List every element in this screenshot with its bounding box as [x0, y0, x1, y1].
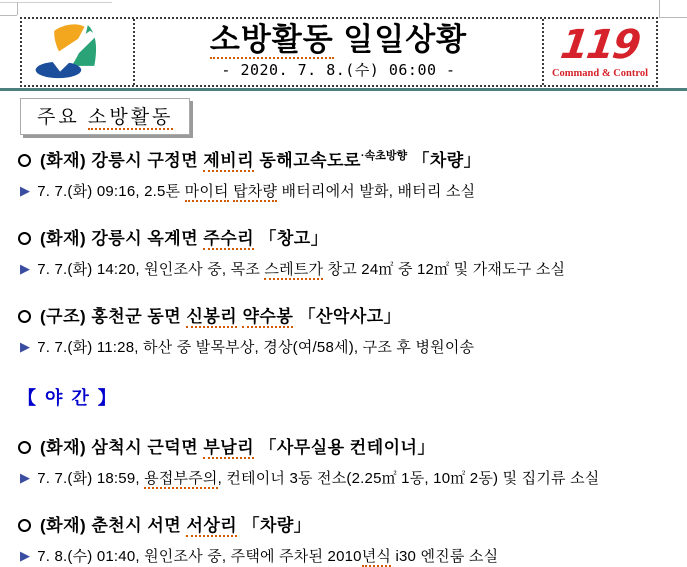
incident-title-text: 서상리 [186, 516, 238, 535]
incident-title-text: 「차량」 [407, 151, 482, 170]
page-title-rest: 일일상황 [333, 22, 468, 58]
incident-detail-text: 7. 7.(화) 11:28, 하산 중 발목부상, 경상(여/58세), 구조 후 병원이송 [37, 339, 475, 356]
incident-detail-text: 7. 8.(수) 01:40, 원인조사 중, 주택에 주차된 2010 [37, 548, 362, 565]
incident-detail [20, 336, 678, 357]
incident-title-text: 신봉리 [186, 307, 238, 326]
circle-bullet-icon [18, 519, 31, 532]
incident-detail-text: 년식 [361, 548, 392, 565]
incident-title [18, 302, 678, 327]
circle-bullet-icon [18, 154, 31, 167]
incident-title-text: 「창고」 [254, 229, 329, 248]
incident-title [18, 511, 678, 536]
incident-title-text: (화재) 삼척시 근덕면 [40, 438, 204, 457]
incident-title-text: 「산악사고」 [293, 307, 402, 326]
circle-bullet-icon [18, 232, 31, 245]
incident-detail-text: 마이티 [184, 183, 229, 200]
page-title [210, 24, 467, 57]
incident-detail-text: 탑차량 [233, 183, 278, 200]
incident-title-text: 「사무실용 컨테이너」 [254, 438, 435, 457]
incident-title-text: 제비리 [203, 151, 255, 170]
title-cell [135, 19, 544, 85]
triangle-bullet-icon: ▶ [20, 339, 31, 354]
incident-detail [20, 467, 678, 488]
incident-title-text: (화재) 강릉시 구정면 [40, 151, 204, 170]
incident-title-superscript: ·속초방향 [360, 150, 408, 162]
circle-bullet-icon [18, 310, 31, 323]
report-body [18, 128, 678, 566]
incident-title [18, 146, 678, 171]
province-logo-cell [22, 19, 135, 85]
incident-title-text: 「차량」 [237, 516, 312, 535]
section-label-underlined: 소방활동 [88, 107, 174, 128]
incident-title-text: (화재) 춘천시 서면 [40, 516, 187, 535]
incident-title-text: 약수봉 [242, 307, 294, 326]
logo-119-cell [544, 19, 656, 85]
incident-title-text: 동해고속도로 [254, 151, 361, 170]
table-corner-artifact [0, 15, 17, 16]
incident-detail-text: , 컨테이너 3동 전소(2.25㎡ 1동, 10㎡ 2동) 및 집기류 소실 [217, 470, 600, 487]
report-datetime: - 2020. 7. 8.(수) 06:00 - [221, 60, 456, 79]
incident-title-text: 주수리 [203, 229, 255, 248]
table-corner-artifact [17, 2, 18, 15]
incident-detail-text: 배터리에서 발화, 배터리 소실 [277, 183, 476, 200]
table-corner-artifact [659, 17, 687, 18]
incident-detail-text: 창고 24㎡ 중 12㎡ 및 가재도구 소실 [323, 261, 566, 278]
incident-detail-text: 7. 7.(화) 18:59, [37, 470, 145, 487]
report-header-banner [20, 17, 658, 87]
incident-detail-text: 용접부주의 [144, 470, 218, 487]
incident-title-text: 부남리 [203, 438, 255, 457]
triangle-bullet-icon: ▶ [20, 470, 31, 485]
incident-title-text: (화재) 강릉시 옥계면 [40, 229, 204, 248]
incident-title [18, 224, 678, 249]
incident-detail-text: i30 엔진룸 소실 [391, 548, 499, 565]
triangle-bullet-icon: ▶ [20, 548, 31, 563]
logo-119-caption: Command & Control [551, 68, 649, 79]
incident-detail [20, 545, 678, 566]
gangwon-province-logo-icon [32, 21, 124, 83]
circle-bullet-icon [18, 441, 31, 454]
incident-title [18, 433, 678, 458]
incident-detail-text: 7. 7.(화) 14:20, 원인조사 중, 목조 [37, 261, 265, 278]
incident-detail [20, 180, 678, 201]
section-label-plain: 주요 [37, 107, 88, 128]
incident-detail-text: 7. 7.(화) 09:16, 2.5톤 [37, 183, 185, 200]
logo-119-icon: 119 [558, 22, 642, 68]
triangle-bullet-icon: ▶ [20, 183, 31, 198]
page-title-underlined: 소방활동 [209, 22, 334, 58]
incident-detail-text: 스레트가 [264, 261, 324, 278]
triangle-bullet-icon: ▶ [20, 261, 31, 276]
table-corner-artifact [659, 0, 660, 17]
header-divider-rule [0, 88, 687, 91]
incident-detail [20, 258, 678, 279]
night-section-label: 【 야 간 】 [18, 388, 118, 408]
incident-title-text: (구조) 홍천군 동면 [40, 307, 187, 326]
